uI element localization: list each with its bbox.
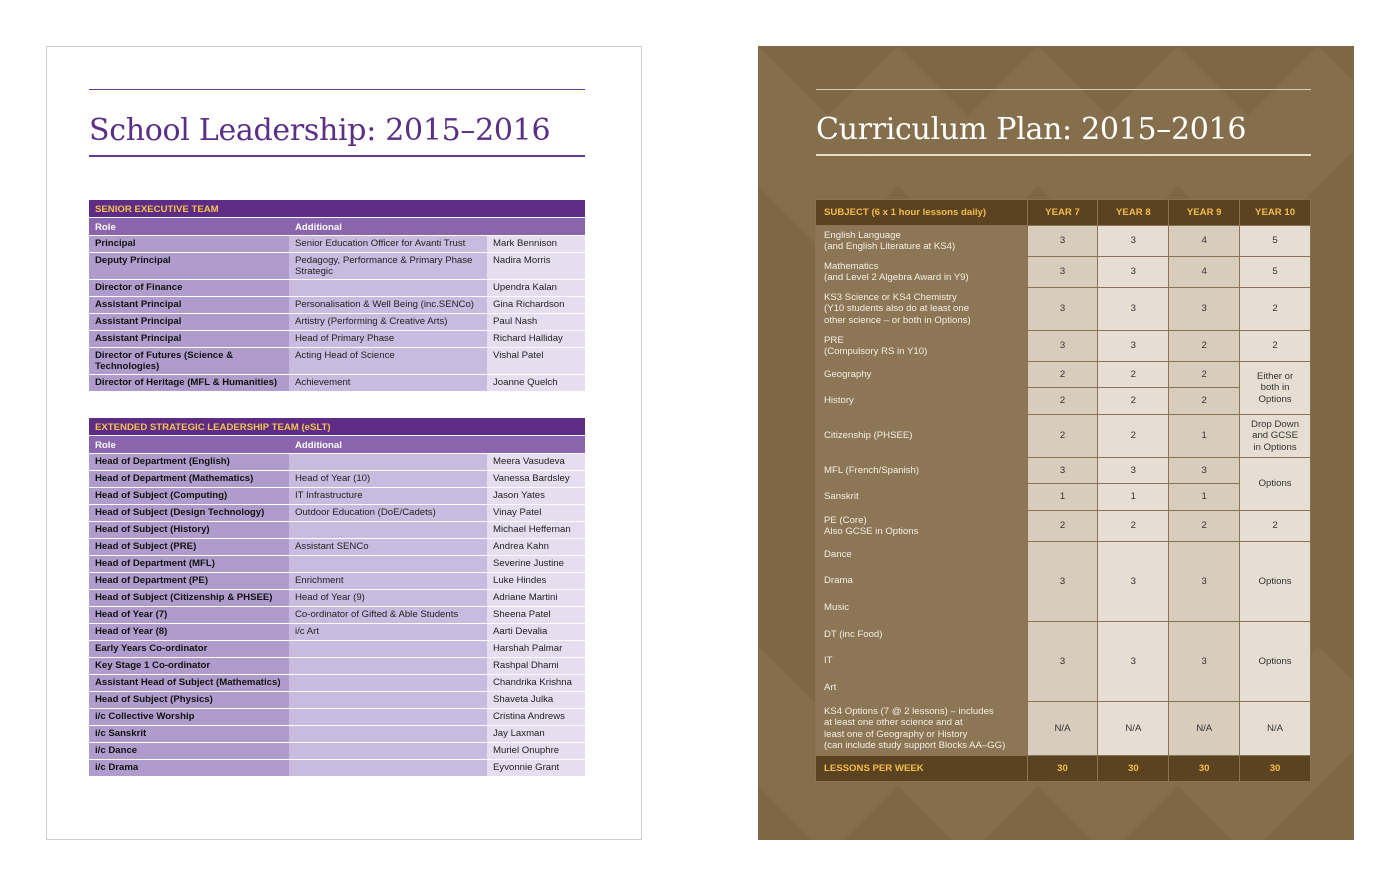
value-cell: 3 [1098,542,1169,622]
table-row [89,556,585,572]
value-cell: 2 [1240,288,1311,331]
table-row [89,471,585,487]
lessons-per-week-row [816,756,1311,782]
table-row [89,658,585,674]
value-cell: 3 [1169,458,1240,484]
table-row [816,542,1311,568]
value-cell: Either or both in Options [1240,362,1311,415]
additional-cell: Assistant SENCo [289,539,487,555]
additional-cell: i/c Art [289,624,487,640]
table-row [89,505,585,521]
additional-cell: Achievement [289,375,487,391]
value-cell: 3 [1098,331,1169,362]
value-cell: 3 [1098,288,1169,331]
role-cell: Director of Finance [89,280,289,296]
name-cell: Nadira Morris [487,253,585,279]
value-cell: 2 [1240,331,1311,362]
value-cell: Options [1240,458,1311,511]
role-cell: Assistant Principal [89,297,289,313]
table-row [816,458,1311,484]
role-cell: Key Stage 1 Co-ordinator [89,658,289,674]
additional-cell [289,726,487,742]
column-header-year-10: YEAR 10 [1240,200,1311,226]
value-cell: 5 [1240,257,1311,288]
subject-cell: KS3 Science or KS4 Chemistry (Y10 students also do at least one other science – or both in Options) [816,288,1028,331]
value-cell: Options [1240,542,1311,622]
role-cell: Head of Department (Mathematics) [89,471,289,487]
role-cell: Head of Department (English) [89,454,289,470]
lessons-per-week-label: LESSONS PER WEEK [816,756,1028,782]
column-header-role: Role [89,218,289,235]
additional-cell: Head of Primary Phase [289,331,487,347]
additional-cell: Acting Head of Science [289,348,487,374]
table-row [816,511,1311,542]
additional-cell: Enrichment [289,573,487,589]
column-header-additional: Additional [289,218,487,235]
additional-cell [289,743,487,759]
table-row [816,331,1311,362]
column-header-year-9: YEAR 9 [1169,200,1240,226]
name-cell: Paul Nash [487,314,585,330]
role-cell: Director of Futures (Science & Technologies) [89,348,289,374]
value-cell: 2 [1027,511,1098,542]
column-header-additional: Additional [289,436,487,453]
subject-cell: Music [816,595,1028,622]
role-cell: Principal [89,236,289,252]
role-cell: Head of Year (7) [89,607,289,623]
name-cell: Chandrika Krishna [487,675,585,691]
value-cell: 2 [1169,388,1240,415]
subject-cell: MFL (French/Spanish) [816,458,1028,484]
table-row [89,348,585,374]
section-heading: SENIOR EXECUTIVE TEAM [89,200,585,217]
table-row [89,590,585,606]
role-cell: i/c Sanskrit [89,726,289,742]
value-cell: 2 [1098,511,1169,542]
role-cell: Head of Department (PE) [89,573,289,589]
table-row [89,607,585,623]
column-header-role: Role [89,436,289,453]
role-cell: i/c Collective Worship [89,709,289,725]
role-cell: Head of Year (8) [89,624,289,640]
extended-leadership-team-table [89,417,585,777]
name-cell: Rashpal Dhami [487,658,585,674]
additional-cell: Outdoor Education (DoE/Cadets) [289,505,487,521]
value-cell: 3 [1098,257,1169,288]
value-cell: 4 [1169,257,1240,288]
additional-cell: Head of Year (10) [289,471,487,487]
value-cell: 2 [1098,362,1169,388]
table-row [89,375,585,391]
table-row [89,454,585,470]
role-cell: Head of Subject (Design Technology) [89,505,289,521]
subject-cell: Sanskrit [816,484,1028,511]
table-row [816,257,1311,288]
name-cell: Vinay Patel [487,505,585,521]
curriculum-plan-page [758,46,1354,840]
table-row [89,573,585,589]
role-cell: Deputy Principal [89,253,289,279]
table-row [89,709,585,725]
additional-cell: Pedagogy, Performance & Primary Phase Strategic [289,253,487,279]
additional-cell [289,709,487,725]
name-cell: Meera Vasudeva [487,454,585,470]
additional-cell [289,760,487,776]
role-cell: Head of Subject (Computing) [89,488,289,504]
name-cell: Severine Justine [487,556,585,572]
role-cell: Early Years Co-ordinator [89,641,289,657]
role-cell: i/c Dance [89,743,289,759]
additional-cell [289,675,487,691]
column-header-subject: SUBJECT (6 x 1 hour lessons daily) [816,200,1028,226]
value-cell: 2 [1027,415,1098,458]
name-cell: Vanessa Bardsley [487,471,585,487]
value-cell: 2 [1169,511,1240,542]
table-row [816,484,1311,511]
table-row [89,675,585,691]
role-cell: Head of Subject (History) [89,522,289,538]
lessons-total-cell: 30 [1240,756,1311,782]
value-cell: Options [1240,622,1311,702]
additional-cell [289,556,487,572]
value-cell: N/A [1027,702,1098,756]
subject-cell: Art [816,675,1028,702]
curriculum-header-row [816,200,1311,226]
subject-cell: PRE (Compulsory RS in Y10) [816,331,1028,362]
value-cell: 2 [1169,331,1240,362]
value-cell: 1 [1098,484,1169,511]
name-cell: Luke Hindes [487,573,585,589]
value-cell: 1 [1169,484,1240,511]
lessons-total-cell: 30 [1027,756,1098,782]
name-cell: Mark Bennison [487,236,585,252]
role-cell: Head of Subject (Citizenship & PHSEE) [89,590,289,606]
name-cell: Michael Heffernan [487,522,585,538]
name-cell: Andrea Kahn [487,539,585,555]
additional-cell: Senior Education Officer for Avanti Trust [289,236,487,252]
value-cell: 3 [1027,331,1098,362]
title-rule-bottom [89,155,585,157]
table-row [89,539,585,555]
value-cell: 3 [1169,542,1240,622]
page-title: School Leadership: 2015–2016 [89,113,551,148]
title-rule-bottom [816,154,1311,156]
table-row [89,726,585,742]
value-cell: 3 [1027,226,1098,257]
subject-cell: Drama [816,568,1028,595]
table-row [89,641,585,657]
additional-cell [289,641,487,657]
value-cell: 3 [1027,622,1098,702]
role-cell: Head of Subject (PRE) [89,539,289,555]
name-cell: Jason Yates [487,488,585,504]
value-cell: 3 [1169,288,1240,331]
additional-cell [289,454,487,470]
subject-cell: PE (Core) Also GCSE in Options [816,511,1028,542]
value-cell: 2 [1027,362,1098,388]
name-cell: Harshah Palmar [487,641,585,657]
table-row [816,226,1311,257]
additional-cell: Personalisation & Well Being (inc.SENCo) [289,297,487,313]
value-cell: N/A [1098,702,1169,756]
table-row [89,314,585,330]
value-cell: 5 [1240,226,1311,257]
table-row [89,488,585,504]
table-row [816,288,1311,331]
title-rule-top [816,89,1311,90]
value-cell: Drop Down and GCSE in Options [1240,415,1311,458]
subject-cell: DT (inc Food) [816,622,1028,648]
column-header-name [487,436,585,453]
table-row [816,622,1311,648]
page-title: Curriculum Plan: 2015–2016 [816,112,1247,147]
table-row [89,253,585,279]
name-cell: Aarti Devalia [487,624,585,640]
name-cell: Sheena Patel [487,607,585,623]
name-cell: Jay Laxman [487,726,585,742]
name-cell: Cristina Andrews [487,709,585,725]
value-cell: 2 [1098,415,1169,458]
column-header-year-7: YEAR 7 [1027,200,1098,226]
subject-cell: Mathematics (and Level 2 Algebra Award in Y9) [816,257,1028,288]
value-cell: 3 [1027,542,1098,622]
subject-cell: Dance [816,542,1028,568]
table-row [89,236,585,252]
table-row [816,415,1311,458]
subject-cell: Citizenship (PHSEE) [816,415,1028,458]
additional-cell [289,692,487,708]
name-cell: Upendra Kalan [487,280,585,296]
additional-cell: Co-ordinator of Gifted & Able Students [289,607,487,623]
table-row [89,760,585,776]
value-cell: 2 [1098,388,1169,415]
subject-cell: IT [816,648,1028,675]
additional-cell [289,522,487,538]
table-row [89,743,585,759]
table-row [816,702,1311,756]
name-cell: Muriel Onuphre [487,743,585,759]
column-header-name [487,218,585,235]
value-cell: 2 [1027,388,1098,415]
value-cell: N/A [1169,702,1240,756]
additional-cell: Artistry (Performing & Creative Arts) [289,314,487,330]
subject-cell: Geography [816,362,1028,388]
value-cell: 2 [1169,362,1240,388]
name-cell: Vishal Patel [487,348,585,374]
name-cell: Adriane Martini [487,590,585,606]
lessons-total-cell: 30 [1098,756,1169,782]
value-cell: 3 [1098,622,1169,702]
role-cell: Head of Department (MFL) [89,556,289,572]
table-row [89,692,585,708]
additional-cell [289,280,487,296]
section-heading: EXTENDED STRATEGIC LEADERSHIP TEAM (eSLT) [89,418,585,435]
table-row [89,280,585,296]
name-cell: Richard Halliday [487,331,585,347]
value-cell: 3 [1027,288,1098,331]
lessons-total-cell: 30 [1169,756,1240,782]
name-cell: Joanne Quelch [487,375,585,391]
value-cell: 4 [1169,226,1240,257]
additional-cell: IT Infrastructure [289,488,487,504]
role-cell: Director of Heritage (MFL & Humanities) [89,375,289,391]
value-cell: 1 [1169,415,1240,458]
name-cell: Gina Richardson [487,297,585,313]
value-cell: N/A [1240,702,1311,756]
curriculum-table [815,199,1311,782]
role-cell: Head of Subject (Physics) [89,692,289,708]
additional-cell [289,658,487,674]
title-rule-top [89,89,585,90]
table-row [89,331,585,347]
senior-executive-team-table [89,199,585,392]
name-cell: Eyvonnie Grant [487,760,585,776]
value-cell: 3 [1027,257,1098,288]
value-cell: 3 [1169,622,1240,702]
subject-cell: History [816,388,1028,415]
table-row [89,522,585,538]
table-row [816,388,1311,415]
table-row [89,297,585,313]
value-cell: 3 [1098,226,1169,257]
value-cell: 3 [1027,458,1098,484]
value-cell: 3 [1098,458,1169,484]
value-cell: 2 [1240,511,1311,542]
subject-cell: KS4 Options (7 @ 2 lessons) – includes at least one other science and at least one of Geography or History (can include study support Blocks AA–GG) [816,702,1028,756]
table-row [816,362,1311,388]
subject-cell: English Language (and English Literature at KS4) [816,226,1028,257]
role-cell: i/c Drama [89,760,289,776]
value-cell: 1 [1027,484,1098,511]
school-leadership-page [46,46,642,840]
additional-cell: Head of Year (9) [289,590,487,606]
role-cell: Assistant Principal [89,331,289,347]
role-cell: Assistant Principal [89,314,289,330]
role-cell: Assistant Head of Subject (Mathematics) [89,675,289,691]
column-header-year-8: YEAR 8 [1098,200,1169,226]
table-row [89,624,585,640]
name-cell: Shaveta Julka [487,692,585,708]
